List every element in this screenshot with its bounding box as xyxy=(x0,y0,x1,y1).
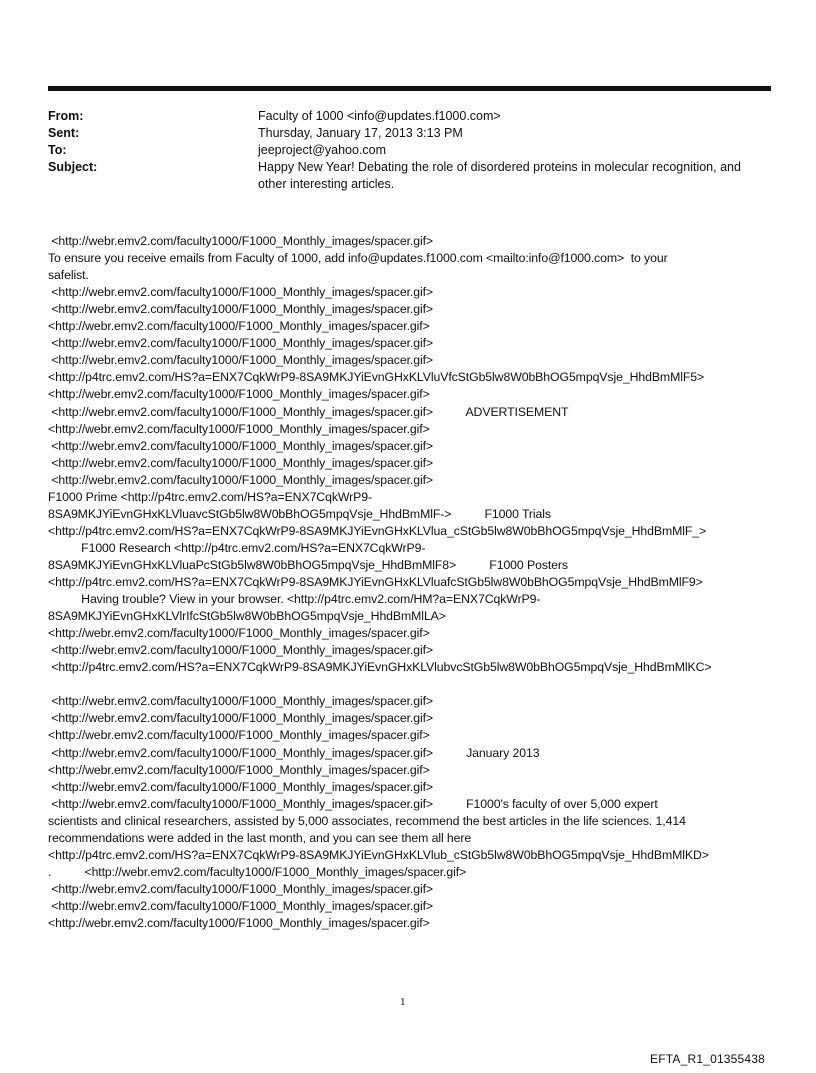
body-line: <http://webr.emv2.com/faculty1000/F1000_Monthly_images/spacer.gif> xyxy=(48,626,430,641)
body-line: <http://p4trc.emv2.com/HS?a=ENX7CqkWrP9-8SA9MKJYiEvnGHxKLVlua_cStGb5lw8W0bBhOG5mpqVsje_HhdBmMlF_> xyxy=(48,523,707,538)
body-line: 8SA9MKJYiEvnGHxKLVlrIfcStGb5lw8W0bBhOG5mpqVsje_HhdBmMlLA> xyxy=(48,609,446,624)
page-number: 1 xyxy=(400,996,406,1008)
body-line: <http://webr.emv2.com/faculty1000/F1000_Monthly_images/spacer.gif> xyxy=(48,694,433,709)
body-line: <http://webr.emv2.com/faculty1000/F1000_Monthly_images/spacer.gif> xyxy=(48,234,433,248)
body-line: <http://webr.emv2.com/faculty1000/F1000_Monthly_images/spacer.gif> ADVERTISEMENT xyxy=(48,404,569,419)
body-line: <http://webr.emv2.com/faculty1000/F1000_Monthly_images/spacer.gif> F1000's faculty of over 5,000 expert xyxy=(48,796,658,811)
body-line: <http://webr.emv2.com/faculty1000/F1000_Monthly_images/spacer.gif> xyxy=(48,319,430,334)
body-line: <http://webr.emv2.com/faculty1000/F1000_Monthly_images/spacer.gif> xyxy=(48,353,433,368)
body-line: <http://webr.emv2.com/faculty1000/F1000_Monthly_images/spacer.gif> xyxy=(48,762,430,777)
body-line: F1000 Prime <http://p4trc.emv2.com/HS?a=ENX7CqkWrP9- xyxy=(48,489,372,504)
subject-label: Subject: xyxy=(48,160,98,174)
body-line: scientists and clinical researchers, assisted by 5,000 associates, recommend the best articles in the life sciences. 1,414 xyxy=(48,813,686,828)
subject-value: Happy New Year! Debating the role of disordered proteins in molecular recognition, and other interesting articles. xyxy=(258,160,741,191)
body-line: <http://p4trc.emv2.com/HS?a=ENX7CqkWrP9-8SA9MKJYiEvnGHxKLVlub_cStGb5lw8W0bBhOG5mpqVsje_HhdBmMlKD> xyxy=(48,847,709,862)
to-label: To: xyxy=(48,143,67,157)
body-line: <http://webr.emv2.com/faculty1000/F1000_Monthly_images/spacer.gif> xyxy=(48,387,430,402)
header-rule xyxy=(48,86,771,91)
from-value: Faculty of 1000 <info@updates.f1000.com> xyxy=(258,109,501,123)
body-line: <http://webr.emv2.com/faculty1000/F1000_Monthly_images/spacer.gif> January 2013 xyxy=(48,745,540,760)
body-line: <http://webr.emv2.com/faculty1000/F1000_Monthly_images/spacer.gif> xyxy=(48,336,433,351)
body-line: 8SA9MKJYiEvnGHxKLVluavcStGb5lw8W0bBhOG5mpqVsje_HhdBmMlF-> F1000 Trials xyxy=(48,506,551,521)
body-line: To ensure you receive emails from Faculty of 1000, add info@updates.f1000.com <mailto:info@f1000.com> to your xyxy=(48,251,668,266)
body-line: Having trouble? View in your browser. <http://p4trc.emv2.com/HM?a=ENX7CqkWrP9- xyxy=(48,592,541,607)
from-label: From: xyxy=(48,109,84,123)
sent-value: Thursday, January 17, 2013 3:13 PM xyxy=(258,126,463,140)
body-line: F1000 Research <http://p4trc.emv2.com/HS?a=ENX7CqkWrP9- xyxy=(48,540,426,555)
body-line: <http://webr.emv2.com/faculty1000/F1000_Monthly_images/spacer.gif> xyxy=(48,779,433,794)
body-line: <http://webr.emv2.com/faculty1000/F1000_Monthly_images/spacer.gif> xyxy=(48,455,433,470)
body-line: <http://webr.emv2.com/faculty1000/F1000_Monthly_images/spacer.gif> xyxy=(48,711,433,726)
body-line: safelist. xyxy=(48,268,89,283)
body-line: <http://webr.emv2.com/faculty1000/F1000_Monthly_images/spacer.gif> xyxy=(48,881,433,896)
body-line: <http://webr.emv2.com/faculty1000/F1000_Monthly_images/spacer.gif> xyxy=(48,916,430,930)
body-line: <http://p4trc.emv2.com/HS?a=ENX7CqkWrP9-8SA9MKJYiEvnGHxKLVluVfcStGb5lw8W0bBhOG5mpqVsje_HhdBmMlF5> xyxy=(48,370,705,385)
body-line: <http://p4trc.emv2.com/HS?a=ENX7CqkWrP9-8SA9MKJYiEvnGHxKLVluafcStGb5lw8W0bBhOG5mpqVsje_HhdBmMlF9> xyxy=(48,575,703,589)
to-value: jeeproject@yahoo.com xyxy=(258,143,387,157)
body-line: . <http://webr.emv2.com/faculty1000/F1000_Monthly_images/spacer.gif> xyxy=(48,864,467,879)
body-line: 8SA9MKJYiEvnGHxKLVluaPcStGb5lw8W0bBhOG5mpqVsje_HhdBmMlF8> F1000 Posters xyxy=(48,557,568,572)
bates-number: EFTA_R1_01355438 xyxy=(650,1052,766,1066)
body-line: <http://webr.emv2.com/faculty1000/F1000_Monthly_images/spacer.gif> xyxy=(48,421,430,436)
body-line: <http://webr.emv2.com/faculty1000/F1000_Monthly_images/spacer.gif> xyxy=(48,898,433,913)
body-line: <http://webr.emv2.com/faculty1000/F1000_Monthly_images/spacer.gif> xyxy=(48,302,433,317)
body-line: recommendations were added in the last month, and you can see them all here xyxy=(48,830,472,845)
sent-label: Sent: xyxy=(48,126,80,140)
body-line: <http://webr.emv2.com/faculty1000/F1000_Monthly_images/spacer.gif> xyxy=(48,285,433,300)
body-line: <http://webr.emv2.com/faculty1000/F1000_Monthly_images/spacer.gif> xyxy=(48,728,430,743)
body-line: <http://webr.emv2.com/faculty1000/F1000_Monthly_images/spacer.gif> xyxy=(48,472,433,487)
body-line: <http://p4trc.emv2.com/HS?a=ENX7CqkWrP9-8SA9MKJYiEvnGHxKLVlubvcStGb5lw8W0bBhOG5mpqVsje_HhdBmMlKC> xyxy=(48,660,712,675)
body-line: <http://webr.emv2.com/faculty1000/F1000_Monthly_images/spacer.gif> xyxy=(48,438,433,453)
body-line: <http://webr.emv2.com/faculty1000/F1000_Monthly_images/spacer.gif> xyxy=(48,643,433,658)
